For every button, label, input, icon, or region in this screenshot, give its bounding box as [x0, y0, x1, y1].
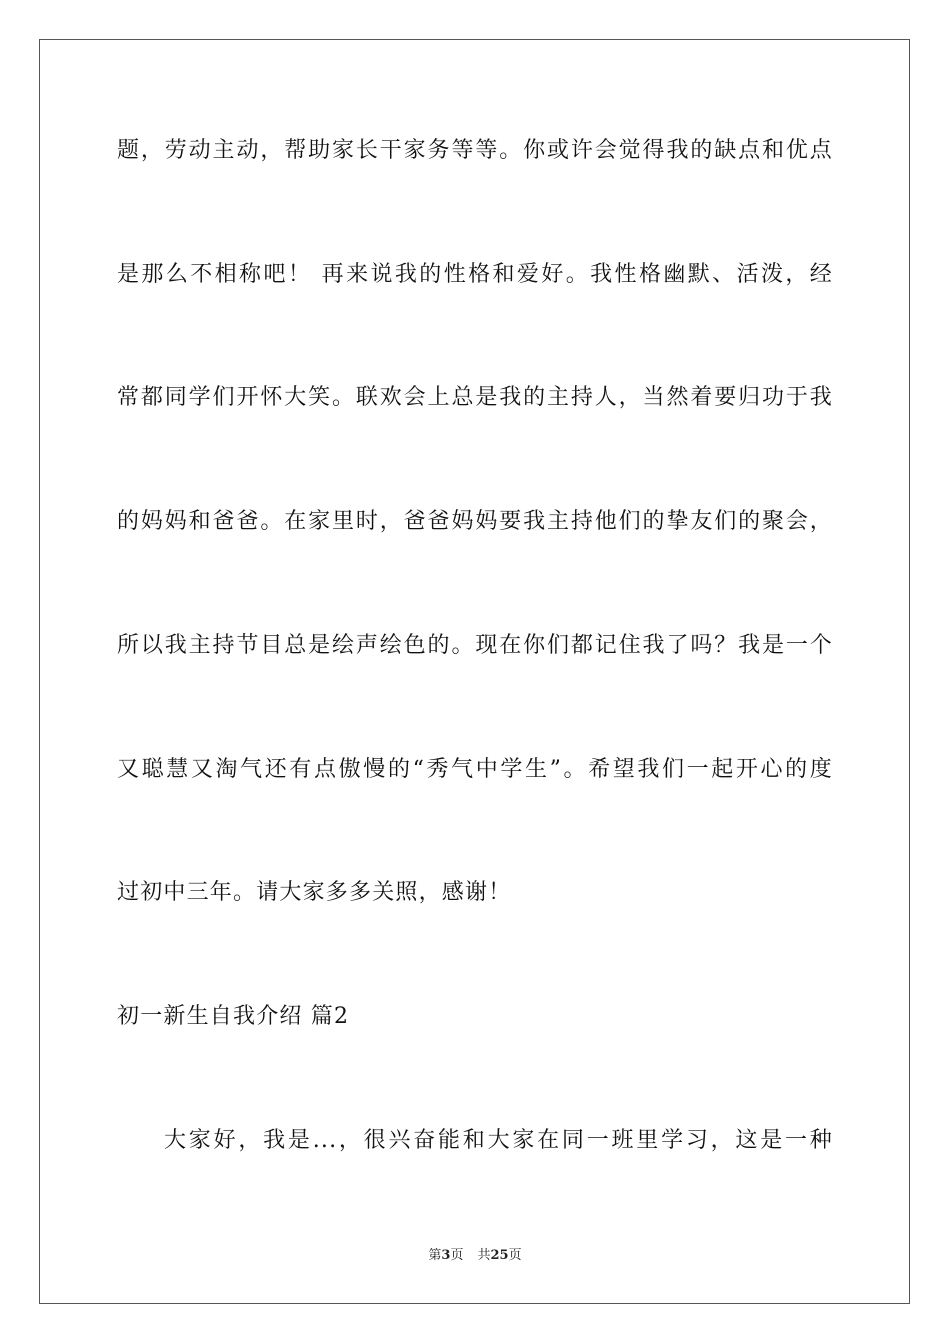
footer-page-total: 25: [490, 1248, 509, 1263]
footer-total-suffix: 页: [508, 1248, 522, 1263]
body-line-1: 题，劳动主动，帮助家长干家务等等。你或许会觉得我的缺点和优点: [117, 138, 833, 163]
body-line-6: 又聪慧又淘气还有点傲慢的“秀气中学生”。希望我们一起开心的度: [117, 757, 833, 782]
paragraph-start: 大家好，我是...，很兴奋能和大家在同一班里学习，这是一种: [164, 1128, 833, 1153]
footer-page-current: 3: [441, 1248, 451, 1263]
page-footer: [0, 1247, 950, 1265]
page-border: [39, 39, 910, 1304]
body-line-4: 的妈妈和爸爸。在家里时，爸爸妈妈要我主持他们的挚友们的聚会，: [117, 509, 833, 534]
body-line-2: 是那么不相称吧！ 再来说我的性格和爱好。我性格幽默、活泼，经: [117, 262, 833, 287]
section-heading: 初一新生自我介绍 篇2: [117, 1004, 350, 1029]
body-line-5: 所以我主持节目总是绘声绘色的。现在你们都记住我了吗？我是一个: [117, 633, 833, 658]
footer-page-prefix: 第: [428, 1248, 442, 1263]
body-line-3: 常都同学们开怀大笑。联欢会上总是我的主持人，当然着要归功于我: [117, 385, 833, 410]
body-line-7: 过初中三年。请大家多多关照，感谢！: [117, 880, 512, 905]
footer-total-prefix: 共: [477, 1248, 491, 1263]
footer-page-suffix: 页: [450, 1248, 464, 1263]
